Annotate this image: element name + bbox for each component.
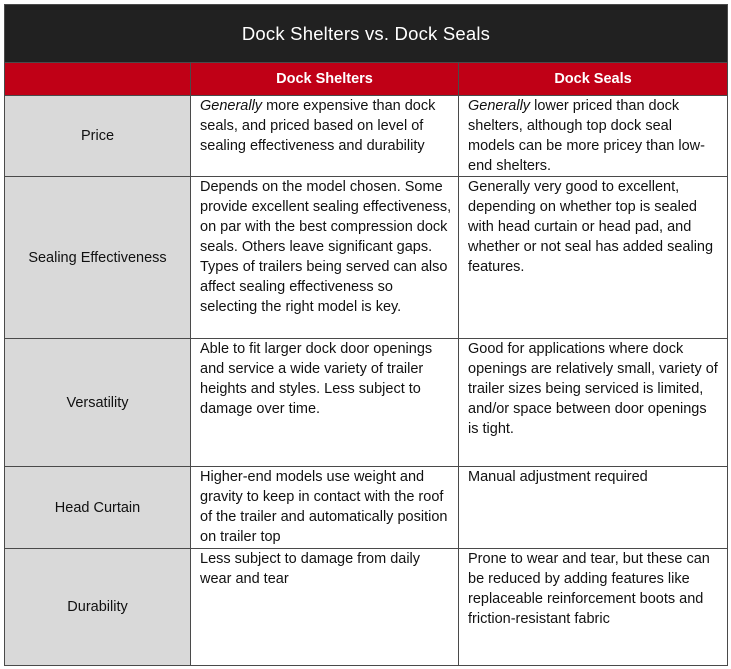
row-label-head-curtain: Head Curtain [5, 467, 191, 549]
seals-price-cell [459, 96, 728, 177]
shelters-price-cell [191, 96, 459, 177]
header-blank-cell [5, 63, 191, 96]
seals-price-lead: Generally [468, 98, 531, 114]
seals-versatility-cell: Good for applications where dock openings are relatively small, variety of trailer sizes being serviced is limited, and/or space between door openings is tight. [459, 339, 728, 467]
row-label-sealing-effectiveness: Sealing Effectiveness [5, 177, 191, 339]
table-row-price [5, 96, 728, 177]
shelters-price-lead: Generally [200, 98, 263, 114]
row-label-durability: Durability [5, 549, 191, 666]
shelters-versatility-cell: Able to fit larger dock door openings and service a wide variety of trailer heights and styles. Less subject to damage over time. [191, 339, 459, 467]
row-label-versatility: Versatility [5, 339, 191, 467]
seals-durability-cell: Prone to wear and tear, but these can be reduced by adding features like replaceable reinforcement boots and friction-resistant fabric [459, 549, 728, 666]
row-label-price: Price [5, 96, 191, 177]
seals-price-text: lower priced than dock shelters, although top dock seal models can be more pricey than low-end shelters. [468, 98, 705, 174]
title-row [5, 5, 728, 63]
table-title: Dock Shelters vs. Dock Seals [5, 5, 728, 63]
header-dock-shelters: Dock Shelters [191, 63, 459, 96]
table-row-versatility [5, 339, 728, 467]
shelters-price-text: more expensive than dock seals, and priced based on level of sealing effectiveness and durability [200, 98, 436, 154]
table-row-sealing-effectiveness [5, 177, 728, 339]
seals-head-curtain-cell: Manual adjustment required [459, 467, 728, 549]
comparison-table-container [4, 4, 727, 666]
header-dock-seals: Dock Seals [459, 63, 728, 96]
shelters-head-curtain-cell: Higher-end models use weight and gravity to keep in contact with the roof of the trailer and automatically position on trailer top [191, 467, 459, 549]
shelters-durability-cell: Less subject to damage from daily wear and tear [191, 549, 459, 666]
table-row-durability [5, 549, 728, 666]
table-row-head-curtain [5, 467, 728, 549]
seals-sealing-cell: Generally very good to excellent, depending on whether top is sealed with head curtain or head pad, and whether or not seal has added sealing features. [459, 177, 728, 339]
header-row [5, 63, 728, 96]
comparison-table [4, 4, 728, 666]
shelters-sealing-cell: Depends on the model chosen. Some provide excellent sealing effectiveness, on par with the best compression dock seals. Others leave significant gaps. Types of trailers being served can also affect sealing effectiveness so selecting the right model is key. [191, 177, 459, 339]
